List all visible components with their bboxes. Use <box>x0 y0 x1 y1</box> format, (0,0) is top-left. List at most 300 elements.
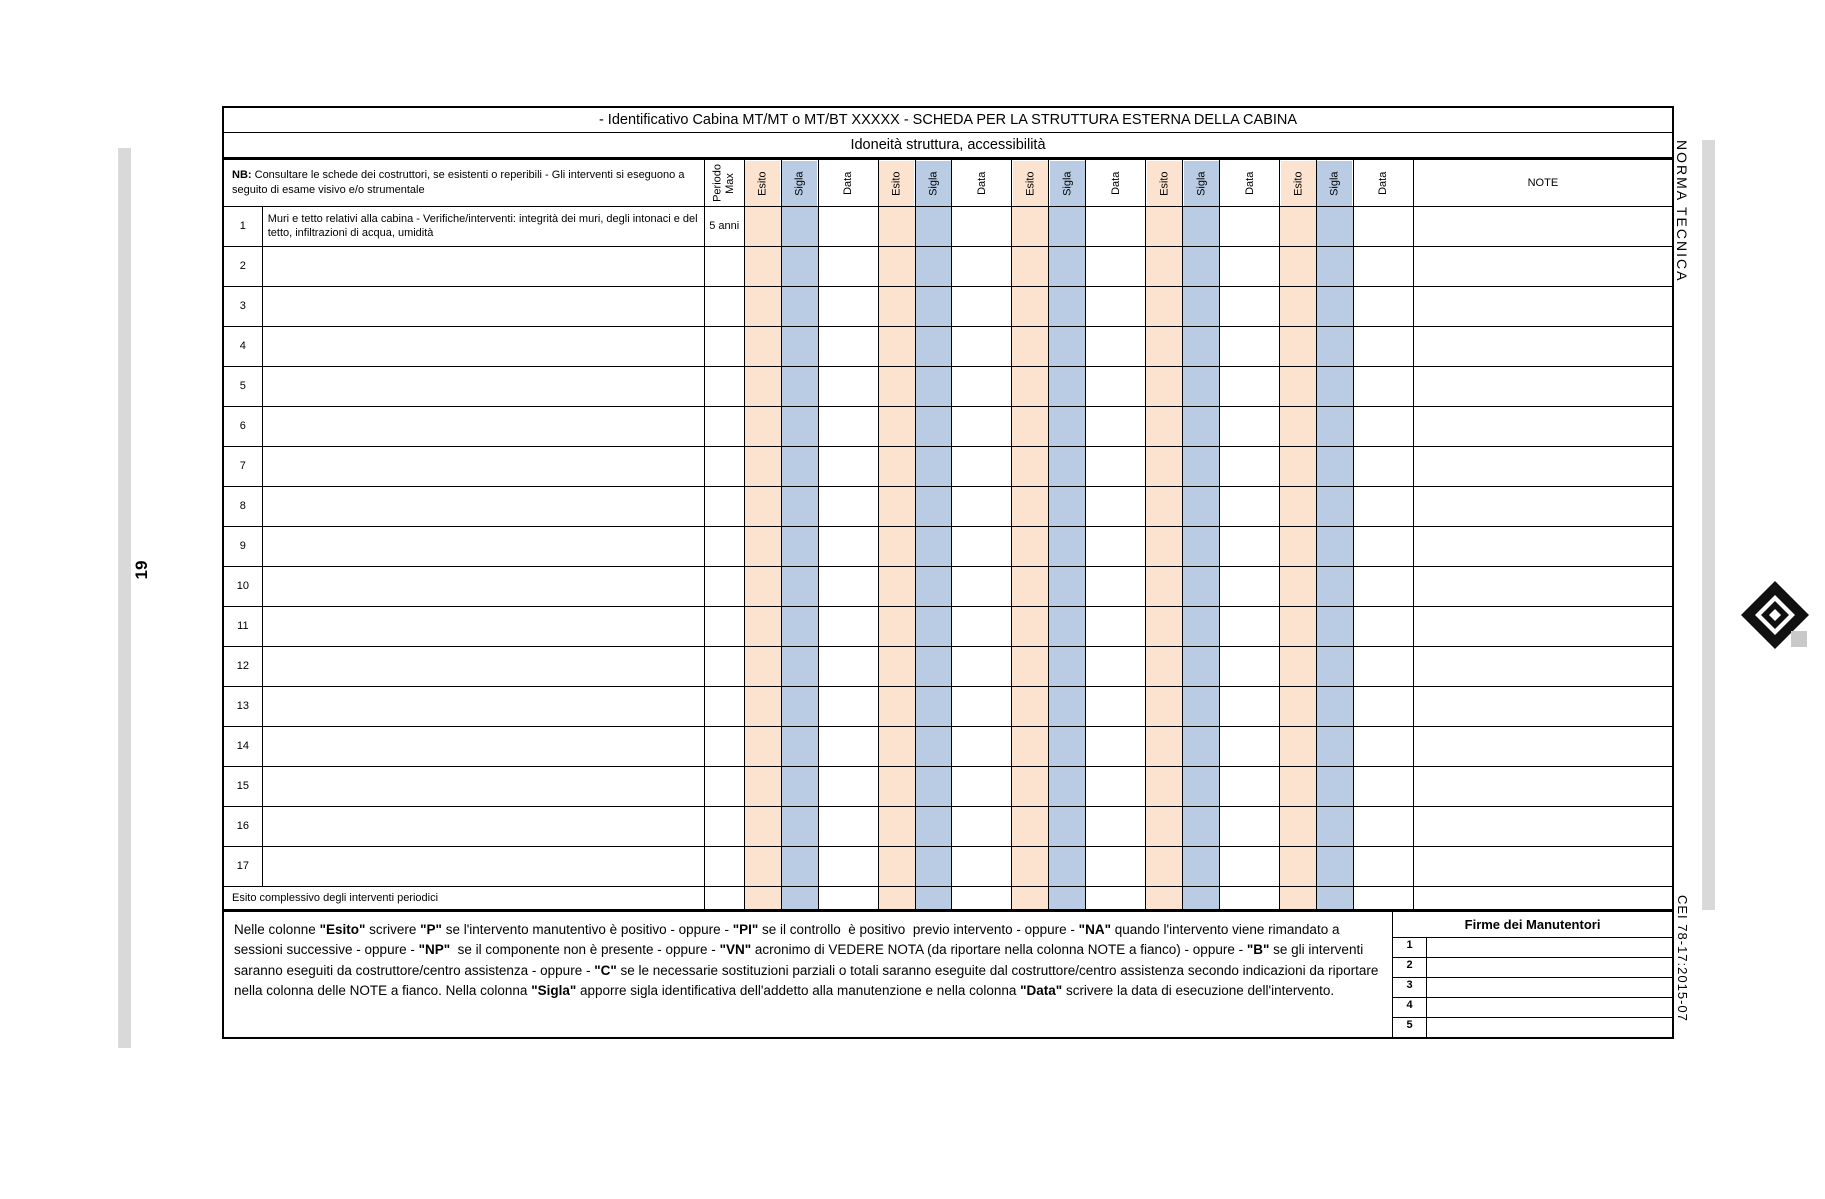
cell-sigla-5[interactable] <box>1316 726 1353 766</box>
cell-sigla-2[interactable] <box>915 486 952 526</box>
cell-data-5[interactable] <box>1353 206 1413 246</box>
cell-esito-4[interactable] <box>1146 206 1183 246</box>
cell-data-1[interactable] <box>818 526 878 566</box>
total-esito-3[interactable] <box>1012 886 1049 910</box>
cell-esito-5[interactable] <box>1280 326 1317 366</box>
cell-sigla-4[interactable] <box>1183 286 1220 326</box>
cell-esito-1[interactable] <box>744 566 781 606</box>
cell-data-2[interactable] <box>952 726 1012 766</box>
cell-esito-2[interactable] <box>878 806 915 846</box>
cell-data-1[interactable] <box>818 566 878 606</box>
cell-esito-1[interactable] <box>744 406 781 446</box>
cell-sigla-2[interactable] <box>915 326 952 366</box>
cell-sigla-4[interactable] <box>1183 806 1220 846</box>
cell-sigla-1[interactable] <box>781 526 818 566</box>
cell-esito-5[interactable] <box>1280 806 1317 846</box>
cell-esito-2[interactable] <box>878 246 915 286</box>
row-description[interactable] <box>262 606 704 646</box>
cell-esito-1[interactable] <box>744 326 781 366</box>
cell-data-3[interactable] <box>1086 606 1146 646</box>
cell-esito-5[interactable] <box>1280 566 1317 606</box>
cell-esito-2[interactable] <box>878 286 915 326</box>
cell-sigla-5[interactable] <box>1316 246 1353 286</box>
cell-sigla-3[interactable] <box>1049 446 1086 486</box>
row-periodo-max[interactable] <box>704 326 744 366</box>
cell-sigla-5[interactable] <box>1316 686 1353 726</box>
cell-data-4[interactable] <box>1220 606 1280 646</box>
cell-data-4[interactable] <box>1220 806 1280 846</box>
cell-esito-4[interactable] <box>1146 486 1183 526</box>
cell-sigla-3[interactable] <box>1049 846 1086 886</box>
cell-sigla-4[interactable] <box>1183 406 1220 446</box>
cell-esito-4[interactable] <box>1146 806 1183 846</box>
cell-sigla-5[interactable] <box>1316 366 1353 406</box>
cell-data-3[interactable] <box>1086 326 1146 366</box>
cell-sigla-3[interactable] <box>1049 326 1086 366</box>
cell-data-1[interactable] <box>818 606 878 646</box>
row-description[interactable] <box>262 846 704 886</box>
row-periodo-max[interactable] <box>704 566 744 606</box>
cell-data-2[interactable] <box>952 526 1012 566</box>
total-data-4[interactable] <box>1220 886 1280 910</box>
total-esito-1[interactable] <box>744 886 781 910</box>
cell-esito-3[interactable] <box>1012 526 1049 566</box>
cell-data-3[interactable] <box>1086 486 1146 526</box>
cell-sigla-5[interactable] <box>1316 766 1353 806</box>
cell-esito-2[interactable] <box>878 326 915 366</box>
cell-data-1[interactable] <box>818 206 878 246</box>
cell-sigla-3[interactable] <box>1049 286 1086 326</box>
cell-data-4[interactable] <box>1220 206 1280 246</box>
cell-esito-2[interactable] <box>878 726 915 766</box>
cell-sigla-3[interactable] <box>1049 686 1086 726</box>
cell-note[interactable] <box>1413 726 1673 766</box>
cell-sigla-4[interactable] <box>1183 646 1220 686</box>
cell-data-5[interactable] <box>1353 246 1413 286</box>
firma-field-1[interactable] <box>1427 937 1673 957</box>
cell-sigla-1[interactable] <box>781 766 818 806</box>
cell-sigla-5[interactable] <box>1316 326 1353 366</box>
cell-note[interactable] <box>1413 446 1673 486</box>
cell-sigla-1[interactable] <box>781 606 818 646</box>
cell-data-1[interactable] <box>818 686 878 726</box>
cell-esito-4[interactable] <box>1146 526 1183 566</box>
cell-sigla-2[interactable] <box>915 726 952 766</box>
cell-sigla-5[interactable] <box>1316 526 1353 566</box>
cell-esito-2[interactable] <box>878 206 915 246</box>
cell-data-3[interactable] <box>1086 806 1146 846</box>
cell-esito-4[interactable] <box>1146 246 1183 286</box>
row-description[interactable] <box>262 766 704 806</box>
cell-sigla-2[interactable] <box>915 606 952 646</box>
cell-esito-1[interactable] <box>744 206 781 246</box>
cell-sigla-2[interactable] <box>915 246 952 286</box>
cell-sigla-4[interactable] <box>1183 726 1220 766</box>
total-sigla-2[interactable] <box>915 886 952 910</box>
cell-esito-4[interactable] <box>1146 286 1183 326</box>
cell-data-4[interactable] <box>1220 766 1280 806</box>
cell-sigla-3[interactable] <box>1049 606 1086 646</box>
cell-data-5[interactable] <box>1353 566 1413 606</box>
row-periodo-max[interactable] <box>704 446 744 486</box>
cell-data-3[interactable] <box>1086 766 1146 806</box>
cell-esito-5[interactable] <box>1280 246 1317 286</box>
cell-data-2[interactable] <box>952 486 1012 526</box>
cell-note[interactable] <box>1413 486 1673 526</box>
cell-sigla-5[interactable] <box>1316 806 1353 846</box>
cell-data-4[interactable] <box>1220 646 1280 686</box>
row-periodo-max[interactable] <box>704 366 744 406</box>
cell-sigla-3[interactable] <box>1049 246 1086 286</box>
row-description[interactable] <box>262 286 704 326</box>
cell-esito-5[interactable] <box>1280 406 1317 446</box>
cell-sigla-2[interactable] <box>915 686 952 726</box>
cell-sigla-3[interactable] <box>1049 486 1086 526</box>
cell-note[interactable] <box>1413 206 1673 246</box>
cell-data-3[interactable] <box>1086 686 1146 726</box>
cell-sigla-2[interactable] <box>915 806 952 846</box>
cell-data-1[interactable] <box>818 326 878 366</box>
cell-esito-1[interactable] <box>744 726 781 766</box>
total-sigla-1[interactable] <box>781 886 818 910</box>
cell-sigla-5[interactable] <box>1316 606 1353 646</box>
row-periodo-max[interactable] <box>704 406 744 446</box>
cell-data-5[interactable] <box>1353 766 1413 806</box>
cell-esito-3[interactable] <box>1012 486 1049 526</box>
cell-data-3[interactable] <box>1086 286 1146 326</box>
cell-data-3[interactable] <box>1086 406 1146 446</box>
row-periodo-max[interactable] <box>704 286 744 326</box>
cell-data-3[interactable] <box>1086 646 1146 686</box>
cell-data-3[interactable] <box>1086 206 1146 246</box>
total-esito-5[interactable] <box>1280 886 1317 910</box>
row-periodo-max[interactable] <box>704 806 744 846</box>
cell-esito-1[interactable] <box>744 686 781 726</box>
cell-esito-1[interactable] <box>744 286 781 326</box>
cell-esito-2[interactable] <box>878 446 915 486</box>
cell-esito-5[interactable] <box>1280 286 1317 326</box>
cell-esito-1[interactable] <box>744 606 781 646</box>
cell-data-5[interactable] <box>1353 646 1413 686</box>
cell-sigla-4[interactable] <box>1183 766 1220 806</box>
cell-data-4[interactable] <box>1220 246 1280 286</box>
total-esito-2[interactable] <box>878 886 915 910</box>
cell-esito-1[interactable] <box>744 246 781 286</box>
cell-data-2[interactable] <box>952 366 1012 406</box>
cell-data-2[interactable] <box>952 766 1012 806</box>
cell-data-2[interactable] <box>952 846 1012 886</box>
cell-data-4[interactable] <box>1220 686 1280 726</box>
total-data-5[interactable] <box>1353 886 1413 910</box>
cell-note[interactable] <box>1413 366 1673 406</box>
cell-sigla-1[interactable] <box>781 806 818 846</box>
row-periodo-max[interactable] <box>704 846 744 886</box>
cell-esito-4[interactable] <box>1146 366 1183 406</box>
cell-sigla-1[interactable] <box>781 326 818 366</box>
cell-esito-3[interactable] <box>1012 246 1049 286</box>
cell-data-5[interactable] <box>1353 286 1413 326</box>
cell-sigla-2[interactable] <box>915 366 952 406</box>
firma-field-3[interactable] <box>1427 977 1673 997</box>
cell-data-4[interactable] <box>1220 566 1280 606</box>
cell-sigla-3[interactable] <box>1049 566 1086 606</box>
cell-esito-4[interactable] <box>1146 326 1183 366</box>
row-description[interactable]: Muri e tetto relativi alla cabina - Verifiche/interventi: integrità dei muri, degli intonaci e del tetto, infiltrazioni di acqua, umidità <box>262 206 704 246</box>
total-sigla-5[interactable] <box>1316 886 1353 910</box>
cell-data-3[interactable] <box>1086 726 1146 766</box>
cell-esito-5[interactable] <box>1280 526 1317 566</box>
cell-esito-5[interactable] <box>1280 366 1317 406</box>
cell-sigla-4[interactable] <box>1183 446 1220 486</box>
cell-sigla-5[interactable] <box>1316 846 1353 886</box>
cell-sigla-3[interactable] <box>1049 806 1086 846</box>
cell-data-3[interactable] <box>1086 246 1146 286</box>
cell-esito-2[interactable] <box>878 406 915 446</box>
cell-note[interactable] <box>1413 806 1673 846</box>
cell-sigla-2[interactable] <box>915 406 952 446</box>
cell-esito-2[interactable] <box>878 686 915 726</box>
cell-data-1[interactable] <box>818 806 878 846</box>
cell-sigla-1[interactable] <box>781 206 818 246</box>
cell-data-3[interactable] <box>1086 566 1146 606</box>
cell-esito-5[interactable] <box>1280 686 1317 726</box>
firma-field-5[interactable] <box>1427 1017 1673 1038</box>
cell-data-5[interactable] <box>1353 366 1413 406</box>
cell-sigla-5[interactable] <box>1316 646 1353 686</box>
cell-esito-3[interactable] <box>1012 606 1049 646</box>
cell-sigla-5[interactable] <box>1316 206 1353 246</box>
cell-esito-2[interactable] <box>878 526 915 566</box>
cell-esito-5[interactable] <box>1280 846 1317 886</box>
cell-esito-5[interactable] <box>1280 446 1317 486</box>
cell-esito-1[interactable] <box>744 486 781 526</box>
cell-data-2[interactable] <box>952 406 1012 446</box>
cell-esito-4[interactable] <box>1146 606 1183 646</box>
cell-data-2[interactable] <box>952 206 1012 246</box>
cell-sigla-1[interactable] <box>781 646 818 686</box>
cell-data-5[interactable] <box>1353 726 1413 766</box>
cell-sigla-1[interactable] <box>781 286 818 326</box>
total-sigla-3[interactable] <box>1049 886 1086 910</box>
cell-note[interactable] <box>1413 846 1673 886</box>
cell-sigla-4[interactable] <box>1183 326 1220 366</box>
cell-data-2[interactable] <box>952 806 1012 846</box>
cell-esito-4[interactable] <box>1146 726 1183 766</box>
cell-esito-4[interactable] <box>1146 406 1183 446</box>
row-periodo-max[interactable]: 5 anni <box>704 206 744 246</box>
cell-data-2[interactable] <box>952 646 1012 686</box>
cell-data-1[interactable] <box>818 486 878 526</box>
row-description[interactable] <box>262 726 704 766</box>
cell-data-3[interactable] <box>1086 446 1146 486</box>
cell-sigla-4[interactable] <box>1183 246 1220 286</box>
cell-sigla-1[interactable] <box>781 726 818 766</box>
cell-esito-1[interactable] <box>744 806 781 846</box>
cell-data-2[interactable] <box>952 606 1012 646</box>
cell-note[interactable] <box>1413 246 1673 286</box>
cell-esito-1[interactable] <box>744 646 781 686</box>
total-note[interactable] <box>1413 886 1673 910</box>
cell-esito-3[interactable] <box>1012 366 1049 406</box>
total-data-1[interactable] <box>818 886 878 910</box>
cell-esito-5[interactable] <box>1280 606 1317 646</box>
cell-sigla-4[interactable] <box>1183 526 1220 566</box>
cell-sigla-3[interactable] <box>1049 766 1086 806</box>
total-sigla-4[interactable] <box>1183 886 1220 910</box>
cell-data-2[interactable] <box>952 286 1012 326</box>
cell-sigla-1[interactable] <box>781 686 818 726</box>
row-periodo-max[interactable] <box>704 646 744 686</box>
row-periodo-max[interactable] <box>704 526 744 566</box>
cell-data-1[interactable] <box>818 446 878 486</box>
cell-data-5[interactable] <box>1353 486 1413 526</box>
cell-sigla-3[interactable] <box>1049 646 1086 686</box>
total-esito-4[interactable] <box>1146 886 1183 910</box>
row-periodo-max[interactable] <box>704 486 744 526</box>
cell-data-1[interactable] <box>818 646 878 686</box>
cell-esito-2[interactable] <box>878 566 915 606</box>
cell-esito-2[interactable] <box>878 486 915 526</box>
cell-esito-3[interactable] <box>1012 406 1049 446</box>
cell-data-4[interactable] <box>1220 286 1280 326</box>
cell-data-2[interactable] <box>952 566 1012 606</box>
cell-data-2[interactable] <box>952 326 1012 366</box>
cell-esito-1[interactable] <box>744 526 781 566</box>
cell-data-5[interactable] <box>1353 406 1413 446</box>
cell-data-4[interactable] <box>1220 446 1280 486</box>
cell-sigla-1[interactable] <box>781 366 818 406</box>
cell-esito-3[interactable] <box>1012 726 1049 766</box>
cell-esito-3[interactable] <box>1012 766 1049 806</box>
cell-sigla-5[interactable] <box>1316 566 1353 606</box>
cell-sigla-4[interactable] <box>1183 686 1220 726</box>
cell-sigla-1[interactable] <box>781 446 818 486</box>
cell-sigla-4[interactable] <box>1183 566 1220 606</box>
row-description[interactable] <box>262 526 704 566</box>
cell-esito-3[interactable] <box>1012 566 1049 606</box>
row-description[interactable] <box>262 326 704 366</box>
row-description[interactable] <box>262 246 704 286</box>
cell-data-5[interactable] <box>1353 846 1413 886</box>
cell-esito-4[interactable] <box>1146 566 1183 606</box>
cell-note[interactable] <box>1413 566 1673 606</box>
cell-esito-3[interactable] <box>1012 206 1049 246</box>
cell-esito-1[interactable] <box>744 366 781 406</box>
cell-sigla-4[interactable] <box>1183 606 1220 646</box>
cell-esito-2[interactable] <box>878 606 915 646</box>
row-periodo-max[interactable] <box>704 726 744 766</box>
cell-esito-3[interactable] <box>1012 286 1049 326</box>
cell-data-4[interactable] <box>1220 726 1280 766</box>
cell-sigla-4[interactable] <box>1183 206 1220 246</box>
firma-field-4[interactable] <box>1427 997 1673 1017</box>
total-data-2[interactable] <box>952 886 1012 910</box>
cell-sigla-2[interactable] <box>915 766 952 806</box>
cell-note[interactable] <box>1413 646 1673 686</box>
cell-data-3[interactable] <box>1086 526 1146 566</box>
row-description[interactable] <box>262 686 704 726</box>
cell-esito-4[interactable] <box>1146 446 1183 486</box>
cell-esito-3[interactable] <box>1012 846 1049 886</box>
cell-sigla-2[interactable] <box>915 446 952 486</box>
cell-esito-3[interactable] <box>1012 326 1049 366</box>
cell-note[interactable] <box>1413 766 1673 806</box>
cell-data-4[interactable] <box>1220 326 1280 366</box>
row-description[interactable] <box>262 366 704 406</box>
cell-esito-1[interactable] <box>744 846 781 886</box>
cell-esito-2[interactable] <box>878 766 915 806</box>
cell-esito-4[interactable] <box>1146 646 1183 686</box>
cell-data-2[interactable] <box>952 446 1012 486</box>
cell-esito-5[interactable] <box>1280 646 1317 686</box>
cell-data-1[interactable] <box>818 366 878 406</box>
total-periodo-cell[interactable] <box>704 886 744 910</box>
cell-sigla-2[interactable] <box>915 206 952 246</box>
cell-esito-5[interactable] <box>1280 206 1317 246</box>
cell-sigla-4[interactable] <box>1183 366 1220 406</box>
cell-data-4[interactable] <box>1220 526 1280 566</box>
cell-esito-3[interactable] <box>1012 446 1049 486</box>
row-periodo-max[interactable] <box>704 766 744 806</box>
cell-data-3[interactable] <box>1086 366 1146 406</box>
cell-data-4[interactable] <box>1220 366 1280 406</box>
cell-sigla-2[interactable] <box>915 526 952 566</box>
row-description[interactable] <box>262 566 704 606</box>
cell-esito-5[interactable] <box>1280 726 1317 766</box>
cell-data-2[interactable] <box>952 686 1012 726</box>
cell-sigla-1[interactable] <box>781 566 818 606</box>
cell-note[interactable] <box>1413 406 1673 446</box>
cell-esito-3[interactable] <box>1012 686 1049 726</box>
row-description[interactable] <box>262 446 704 486</box>
cell-data-1[interactable] <box>818 846 878 886</box>
row-description[interactable] <box>262 406 704 446</box>
cell-data-1[interactable] <box>818 766 878 806</box>
cell-note[interactable] <box>1413 286 1673 326</box>
cell-esito-3[interactable] <box>1012 806 1049 846</box>
cell-esito-1[interactable] <box>744 766 781 806</box>
cell-esito-4[interactable] <box>1146 686 1183 726</box>
cell-data-2[interactable] <box>952 246 1012 286</box>
cell-data-5[interactable] <box>1353 806 1413 846</box>
cell-esito-2[interactable] <box>878 366 915 406</box>
cell-sigla-5[interactable] <box>1316 286 1353 326</box>
row-periodo-max[interactable] <box>704 246 744 286</box>
cell-data-5[interactable] <box>1353 326 1413 366</box>
cell-sigla-2[interactable] <box>915 646 952 686</box>
cell-sigla-5[interactable] <box>1316 446 1353 486</box>
cell-data-1[interactable] <box>818 286 878 326</box>
cell-data-1[interactable] <box>818 726 878 766</box>
cell-esito-3[interactable] <box>1012 646 1049 686</box>
firma-field-2[interactable] <box>1427 957 1673 977</box>
cell-note[interactable] <box>1413 606 1673 646</box>
cell-sigla-3[interactable] <box>1049 366 1086 406</box>
cell-note[interactable] <box>1413 526 1673 566</box>
cell-esito-2[interactable] <box>878 646 915 686</box>
cell-sigla-1[interactable] <box>781 846 818 886</box>
cell-data-5[interactable] <box>1353 686 1413 726</box>
cell-sigla-5[interactable] <box>1316 406 1353 446</box>
cell-sigla-3[interactable] <box>1049 406 1086 446</box>
cell-sigla-3[interactable] <box>1049 206 1086 246</box>
cell-sigla-1[interactable] <box>781 246 818 286</box>
cell-esito-5[interactable] <box>1280 766 1317 806</box>
cell-sigla-5[interactable] <box>1316 486 1353 526</box>
cell-esito-4[interactable] <box>1146 846 1183 886</box>
cell-data-4[interactable] <box>1220 846 1280 886</box>
row-periodo-max[interactable] <box>704 606 744 646</box>
